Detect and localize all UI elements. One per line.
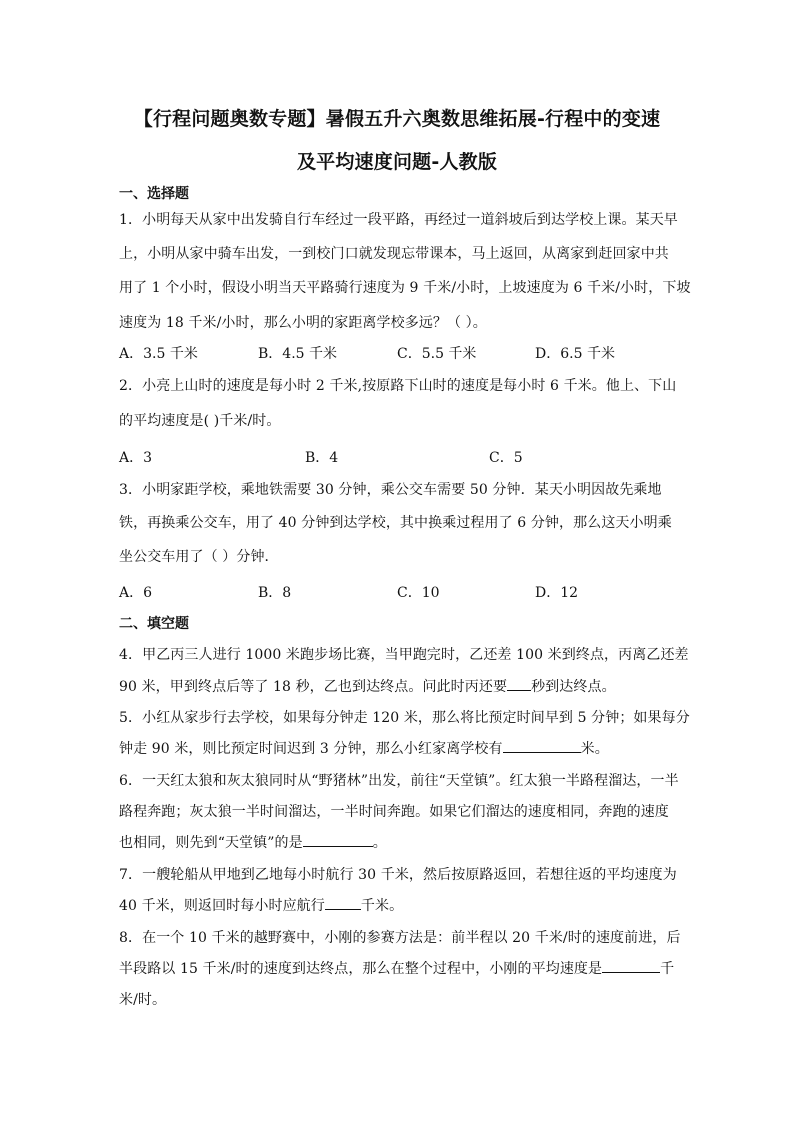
q2-line-2: 的平均速度是( )千米/时。 (119, 413, 281, 429)
q8-text-before-blank: 半段路以 15 千米/时的速度到达终点，那么在整个过程中，小刚的平均速度是 (119, 961, 603, 977)
q4-line-2 (119, 676, 616, 696)
q6-line-3 (119, 832, 387, 852)
q4-text-after-blank: 秒到达终点。 (531, 679, 616, 695)
q3-option-a: A．6 (119, 585, 153, 601)
q4-answer-blank[interactable] (507, 678, 531, 691)
q1-line-2: 上，小明从家中骑车出发，一到校门口就发现忘带课本，马上返回，从离家到赶回家中共 (119, 246, 669, 262)
q7-text-before-blank: 40 千米，则返回时每小时应航行 (119, 898, 325, 914)
q7-answer-blank[interactable] (325, 897, 361, 910)
q3-line-3: 坐公交车用了（ ）分钟． (119, 549, 279, 565)
q8-line-2 (119, 958, 674, 978)
q3-option-b: B．8 (258, 585, 292, 601)
q8-line-1: 8．在一个 10 千米的越野赛中，小刚的参赛方法是：前半程以 20 千米/时的速度前进，后 (119, 930, 681, 946)
q1-option-d: D．6.5 千米 (535, 346, 615, 362)
q1-line-1: 1．小明每天从家中出发骑自行车经过一段平路，再经过一道斜坡后到达学校上课。某天早 (119, 212, 678, 228)
q2-line-1: 2．小亮上山时的速度是每小时 2 千米,按原路下山时的速度是每小时 6 千米。他上、下山 (119, 378, 677, 394)
q1-option-c: C．5.5 千米 (397, 346, 477, 362)
q5-line-2 (119, 738, 609, 758)
q6-text-after-blank: 。 (372, 835, 387, 851)
q1-line-3: 用了 1 个小时，假设小明当天平路骑行速度为 9 千米/小时，上坡速度为 6 千米/小时，下坡 (119, 280, 691, 296)
q7-text-after-blank: 千米。 (360, 898, 404, 914)
q4-line-1: 4．甲乙丙三人进行 1000 米跑步场比赛，当甲跑完时，乙还差 100 米到终点，丙离乙还差 (119, 647, 689, 663)
q5-text-after-blank: 米。 (580, 741, 609, 757)
q6-line-2: 路程奔跑；灰太狼一半时间溜达，一半时间奔跑。如果它们溜达的速度相同，奔跑的速度 (119, 804, 669, 820)
q6-line-1: 6．一天红太狼和灰太狼同时从“野猪林”出发，前往“天堂镇”。红太狼一半路程溜达，一半 (119, 773, 679, 789)
q3-line-1: 3．小明家距学校，乘地铁需要 30 分钟，乘公交车需要 50 分钟．某天小明因故先乘地 (119, 482, 662, 498)
q8-text-after-blank: 千 (660, 961, 675, 977)
section-fill-heading: 二、填空题 (119, 616, 189, 632)
q3-option-c: C．10 (397, 585, 440, 601)
q6-answer-blank[interactable] (303, 834, 373, 847)
q1-option-a: A．3.5 千米 (119, 346, 198, 362)
q5-answer-blank[interactable] (503, 740, 581, 753)
q3-option-d: D．12 (535, 585, 579, 601)
q5-text-before-blank: 钟走 90 米，则比预定时间迟到 3 分钟，那么小红家离学校有 (119, 741, 503, 757)
section-choice-heading: 一、选择题 (119, 186, 189, 202)
q3-line-2: 铁，再换乘公交车，用了 40 分钟到达学校，其中换乘过程用了 6 分钟，那么这天小明乘 (119, 515, 672, 531)
q2-option-a: A．3 (119, 450, 153, 466)
q6-text-before-blank: 也相同，则先到“天堂镇”的是 (119, 835, 303, 851)
q7-line-2 (119, 895, 403, 915)
title-line-2: 及平均速度问题-人教版 (296, 151, 498, 173)
q4-text-before-blank: 90 米，甲到终点后等了 18 秒，乙也到达终点。问此时丙还要 (119, 679, 508, 695)
q5-line-1: 5．小红从家步行去学校，如果每分钟走 120 米，那么将比预定时间早到 5 分钟；如果每分 (119, 710, 690, 726)
q2-option-b: B．4 (305, 450, 339, 466)
q2-option-c: C．5 (489, 450, 523, 466)
q1-option-b: B．4.5 千米 (258, 346, 338, 362)
q8-line-3: 米/时。 (119, 992, 167, 1008)
q7-line-1: 7．一艘轮船从甲地到乙地每小时航行 30 千米，然后按原路返回，若想往返的平均速度为 (119, 867, 677, 883)
q8-answer-blank[interactable] (602, 960, 660, 973)
title-line-1: 【行程问题奥数专题】暑假五升六奥数思维拓展-行程中的变速 (133, 108, 661, 130)
q1-line-4: 速度为 18 千米/小时，那么小明的家距离学校多远？（ ）。 (119, 315, 487, 331)
